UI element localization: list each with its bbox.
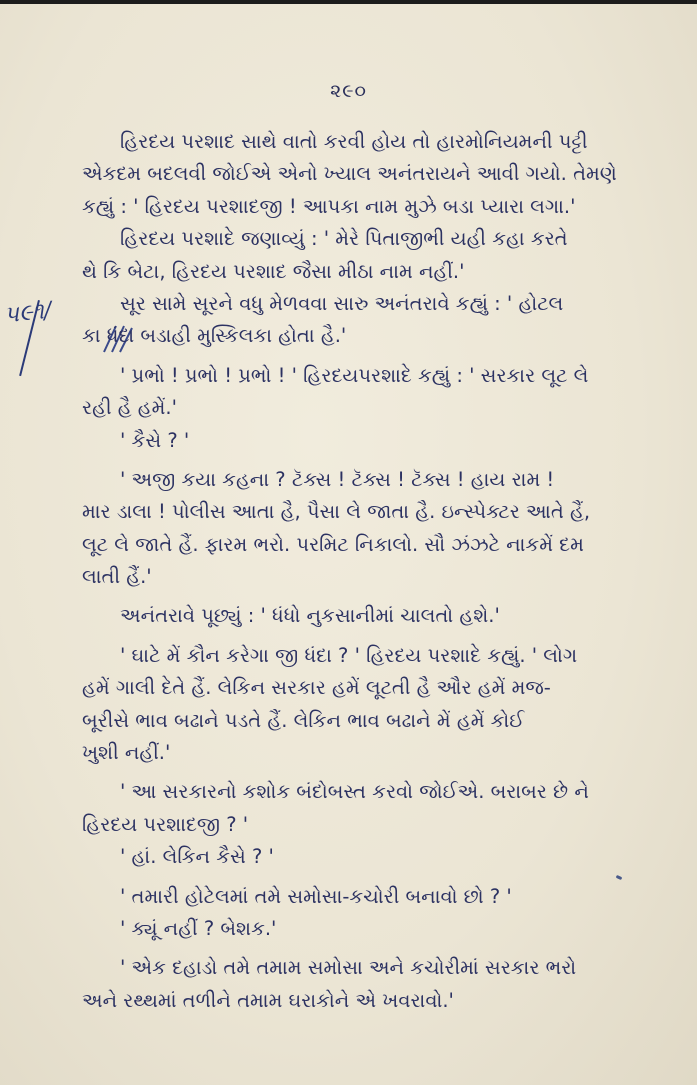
text-line: અને રથ્થમાં તળીને તમામ ઘરાકોને એ ખવરાવો.' xyxy=(82,988,454,1012)
text-line: હિરદય પરશાદજી ? ' xyxy=(82,812,249,836)
text-line: ' અજી કયા કહના ? ટૅક્સ ! ટૅક્સ ! ટૅક્સ ! હાય રામ ! xyxy=(120,467,555,491)
page-top-edge xyxy=(0,0,697,4)
text-line: હિરદય પરશાદે જણાવ્યું : ' મેરે પિતાજીભી યહી કહા કરતે xyxy=(120,227,568,251)
text-line: માર ડાલા ! પોલીસ આતા હૈ, પૈસા લે જાતા હૈ. ઇન્સ્પેક્ટર આતે હૈં, xyxy=(82,500,591,524)
text-line: બૂરીસે ભાવ બઢાને પડતે હૈં. લેકિન ભાવ બઢાને મેં હમેં કોઈ xyxy=(82,708,525,732)
body-text xyxy=(82,126,654,1017)
text-line: ' એક દહાડો તમે તમામ સમોસા અને કચોરીમાં સરકાર ભરો xyxy=(120,956,577,980)
text-line: લાતી હૈં.' xyxy=(82,565,152,589)
text-line: ' હાં. લેકિન કૈસે ? ' xyxy=(120,845,274,869)
page-number: ૨૯૦ xyxy=(330,80,367,102)
text-line: કહ્યું : ' હિરદય પરશાદજી ! આપકા નામ મુઝે બડા પ્યારા લગા.' xyxy=(82,194,576,218)
text-line: ' પ્રભો ! પ્રભો ! પ્રભો ! ' હિરદયપરશાદે કહ્યું : ' સરકાર લૂટ લે xyxy=(120,363,589,387)
handwritten-margin-note: પ૯૧/ xyxy=(2,297,53,329)
text-line: રહી હૈ હમેં.' xyxy=(82,396,177,420)
text-line: હમેં ગાલી દેતે હૈં. લેકિન સરકાર હમેં લૂટતી હૈ ઔર હમેં મજ- xyxy=(82,676,551,700)
text-line: એકદમ બદલવી જોઈએ એનો ખ્યાલ અનંતરાયને આવી ગયો. તેમણે xyxy=(82,162,617,186)
text-line: હિરદય પરશાદ સાથે વાતો કરવી હોય તો હારમોનિયમની પટ્ટી xyxy=(120,130,588,153)
text-line: ' ઘાટે મેં કૌન કરેગા જી ધંદા ? ' હિરદય પરશાદે કહ્યું. ' લોગ xyxy=(120,643,578,667)
text-line: અનંતરાવે પૂછ્યું : ' ધંધો નુકસાનીમાં ચાલતો હશે.' xyxy=(120,604,500,628)
text-line: સૂર સામે સૂરને વધુ મેળવવા સારુ અનંતરાવે કહ્યું : ' હોટલ xyxy=(120,291,564,315)
text-line: ' ક્યૂં નહીં ? બેશક.' xyxy=(120,916,277,940)
text-line: ' કૈસે ? ' xyxy=(120,428,190,452)
text-line: ' આ સરકારનો કશોક બંદોબસ્ત કરવો જોઈએ. બરાબર છે ને xyxy=(120,780,589,804)
text-line: કા ધંદા બડાહી મુસ્કિલકા હોતા હૈ.' xyxy=(82,324,347,348)
text-line: ' તમારી હોટેલમાં તમે સમોસા-કચોરી બનાવો છો ? ' xyxy=(120,884,512,908)
text-line: થે કિ બેટા, હિરદય પરશાદ જૈસા મીઠા નામ નહીં.' xyxy=(82,259,465,283)
text-line: ખુશી નહીં.' xyxy=(82,741,171,765)
text-line: લૂટ લે જાતે હૈં. ફારમ ભરો. પરમિટ નિકાલો. સૌ ઝંઝટે નાકમેં દમ xyxy=(82,532,584,556)
